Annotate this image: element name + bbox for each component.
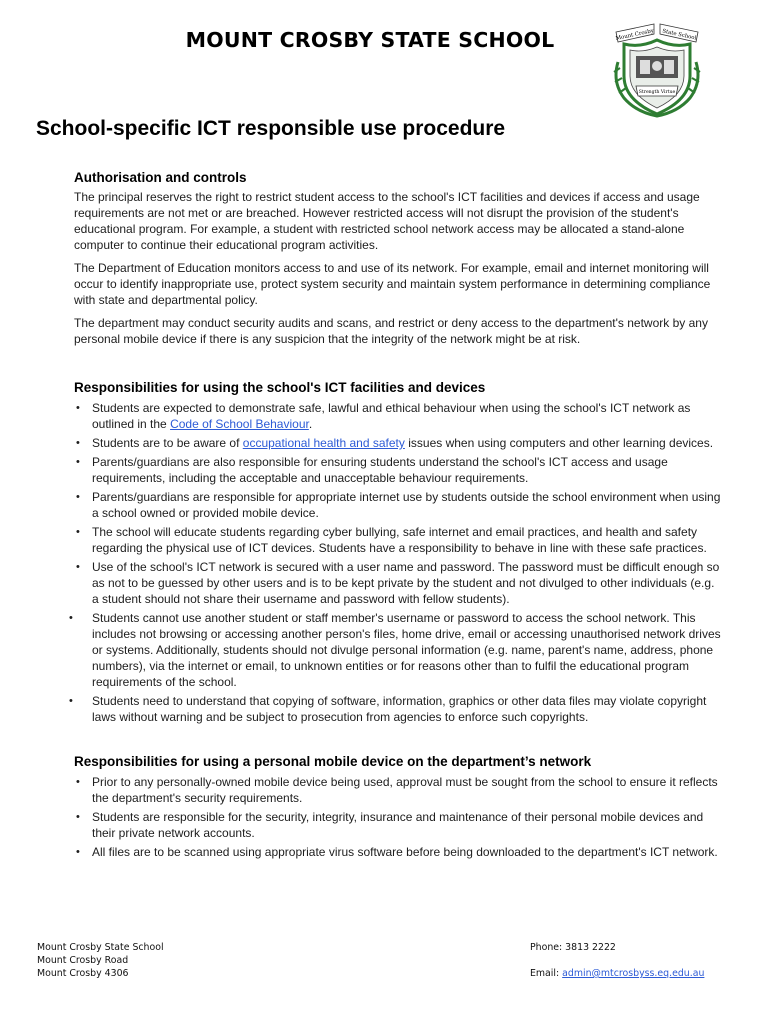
bullet-icon: • xyxy=(76,402,80,414)
list-item-text: Use of the school's ICT network is secured with a user name and password. The password must be difficult enough so as not to be guessed by other users and is to be kept private by the student and not divulged to other individuals (e.g. a student should not share their username and password with fellow students). xyxy=(92,560,720,606)
school-name-heading: MOUNT CROSBY STATE SCHOOL xyxy=(185,28,555,52)
list-item xyxy=(74,454,724,486)
list-item xyxy=(74,400,724,432)
list-item-text: Parents/guardians are responsible for appropriate internet use by students outside the school environment when using a school owned or provided mobile device. xyxy=(92,490,721,520)
list-item-text: Students cannot use another student or staff member's username or password to access the school network. This includes not browsing or accessing another person's files, home drive, email or accessing unauthorised network drives or systems. Additionally, students should not divulge personal information (e.g. name, parent's name, address, phone numbers), via the internet or email, to unknown entities or for reasons other than to fulfil the educational program requirements of the school. xyxy=(92,611,721,689)
list-item xyxy=(74,489,724,521)
footer-address-line: Mount Crosby Road xyxy=(37,955,129,966)
list-item xyxy=(74,809,724,841)
authorisation-paragraph: The Department of Education monitors access to and use of its network. For example, email and internet monitoring will occur to identify inappropriate use, protect system security and maintain system performance in determining compliance with state and departmental policy. xyxy=(74,261,711,307)
section-heading-personal-device: Responsibilities for using a personal mobile device on the department’s network xyxy=(74,754,592,769)
footer-contact xyxy=(530,941,704,980)
list-item-text: Prior to any personally-owned mobile device being used, approval must be sought from the school to ensure it reflects the department's security requirements. xyxy=(92,775,718,805)
section-authorisation xyxy=(74,189,724,347)
authorisation-paragraph: The department may conduct security audits and scans, and restrict or deny access to the department's network by any personal mobile device if there is any suspicion that the integrity of the network might be at risk. xyxy=(74,316,708,346)
list-item-text: Students are to be aware of xyxy=(92,436,243,450)
crest-banner-right: State School xyxy=(661,28,697,42)
bullet-icon: • xyxy=(69,695,73,707)
list-item-text: Parents/guardians are also responsible for ensuring students understand the school's ICT access and usage requirements, including the acceptable and unacceptable behaviour requirements. xyxy=(92,455,668,485)
personal-device-list xyxy=(74,774,724,860)
bullet-icon: • xyxy=(69,612,73,624)
list-item-text: All files are to be scanned using appropriate virus software before being downloaded to the department's ICT network. xyxy=(92,845,718,859)
list-item-text: The school will educate students regarding cyber bullying, safe internet and email practices, and health and safety regarding the physical use of ICT devices. Students have a responsibility to behave in line with these safe practices. xyxy=(92,525,707,555)
list-item xyxy=(74,844,724,860)
footer-email-row xyxy=(530,967,704,980)
occupational-health-and-safety-link[interactable]: occupational health and safety xyxy=(242,436,405,450)
bullet-icon: • xyxy=(76,456,80,468)
footer-address-line: Mount Crosby State School xyxy=(37,942,164,953)
list-item-text: issues when using computers and other learning devices. xyxy=(404,436,714,450)
list-item xyxy=(74,435,724,451)
footer-email-label: Email: xyxy=(530,968,563,979)
section-heading-school-facilities: Responsibilities for using the school's ICT facilities and devices xyxy=(74,380,486,395)
bullet-icon: • xyxy=(76,846,80,858)
authorisation-paragraph: The principal reserves the right to restrict student access to the school's ICT facilities and devices if access and usage requirements are not met or are breached. However restricted access will not disrupt the provision of the student's educational program. For example, a student with restricted school network access may be allocated a stand-alone computer to continue their educational program activities. xyxy=(74,190,700,252)
list-item xyxy=(74,774,724,806)
bullet-icon: • xyxy=(76,491,80,503)
footer-address xyxy=(37,941,164,980)
footer-address-line: Mount Crosby 4306 xyxy=(37,968,129,979)
code-of-school-behaviour-link[interactable]: Code of School Behaviour xyxy=(170,417,309,431)
footer-email-link[interactable]: admin@mtcrosbyss.eq.edu.au xyxy=(562,968,705,979)
list-item-text: Students are responsible for the security, integrity, insurance and maintenance of their personal mobile devices and their private network accounts. xyxy=(92,810,704,840)
bullet-icon: • xyxy=(76,561,80,573)
crest-motto: Strength Virtue xyxy=(638,90,676,95)
crest-banner-left: Mount Crosby xyxy=(615,28,655,42)
document-body xyxy=(69,169,724,863)
school-facilities-list xyxy=(69,400,724,725)
section-heading-authorisation: Authorisation and controls xyxy=(74,170,247,185)
school-crest-logo xyxy=(610,22,704,118)
list-item-text: Students need to understand that copying of software, information, graphics or other data files may violate copyright laws without warning and be subject to prosecution from agencies to enforce such copyrights. xyxy=(92,694,707,724)
list-item-text: Students are expected to demonstrate safe, lawful and ethical behaviour when using the school's ICT network as outlined in the xyxy=(92,401,691,431)
list-item xyxy=(69,693,724,725)
page-title: School-specific ICT responsible use procedure xyxy=(36,117,506,140)
bullet-icon: • xyxy=(76,437,80,449)
list-item xyxy=(74,559,724,607)
list-item xyxy=(69,610,724,690)
list-item xyxy=(74,524,724,556)
bullet-icon: • xyxy=(76,526,80,538)
bullet-icon: • xyxy=(76,776,80,788)
footer-phone: Phone: 3813 2222 xyxy=(530,942,616,953)
bullet-icon: • xyxy=(76,811,80,823)
list-item-text: . xyxy=(308,417,313,431)
